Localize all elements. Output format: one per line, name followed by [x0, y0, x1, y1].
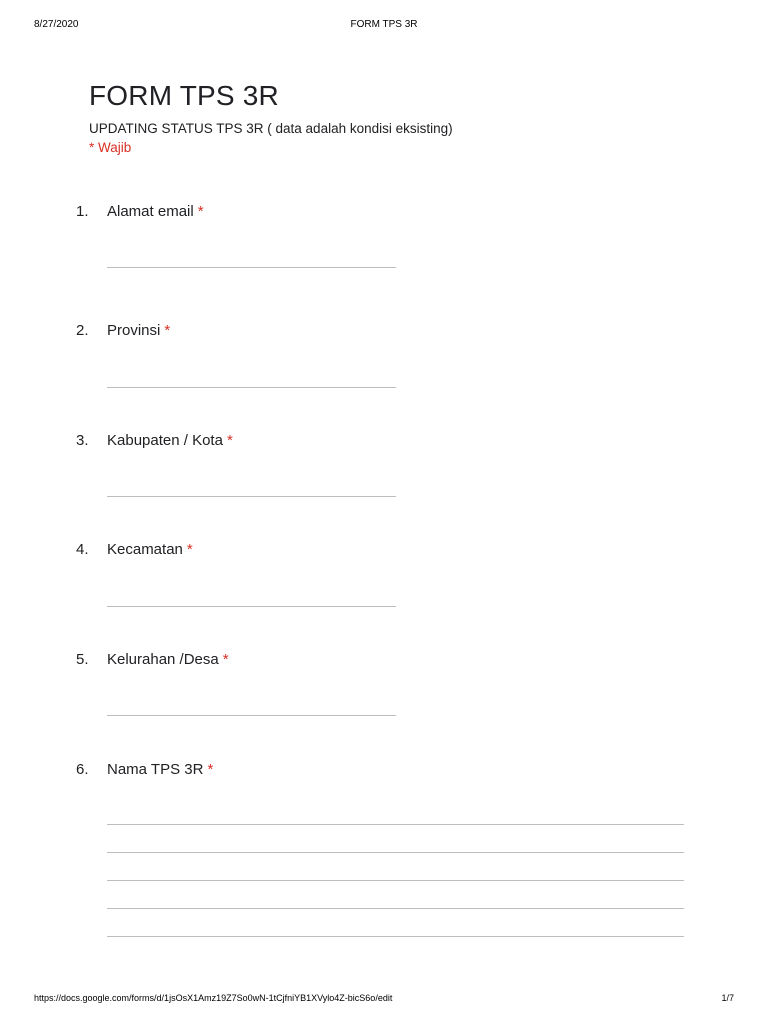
email-answer-field[interactable]	[107, 267, 396, 268]
required-asterisk: *	[222, 651, 229, 668]
print-date: 8/27/2020	[34, 19, 79, 30]
question-number: 2.	[76, 322, 89, 339]
question-label-text: Provinsi	[107, 322, 161, 339]
print-header	[0, 19, 768, 31]
question-number: 6.	[76, 761, 89, 778]
question-number: 4.	[76, 541, 89, 558]
question-label	[107, 541, 193, 558]
kabupaten-kota-answer-field[interactable]	[107, 496, 396, 497]
provinsi-answer-field[interactable]	[107, 387, 396, 388]
answer-line	[107, 824, 684, 825]
answer-line	[107, 936, 684, 937]
kelurahan-desa-answer-field[interactable]	[107, 715, 396, 716]
print-title: FORM TPS 3R	[350, 19, 418, 30]
question-label	[107, 761, 213, 778]
question-label	[107, 432, 233, 449]
form-title: FORM TPS 3R	[89, 80, 279, 111]
required-asterisk: *	[207, 761, 214, 778]
question-label-text: Alamat email	[107, 203, 194, 220]
question-number: 1.	[76, 203, 89, 220]
question-label-text: Nama TPS 3R	[107, 761, 204, 778]
question-label	[107, 203, 204, 220]
required-asterisk: *	[186, 541, 193, 558]
question-label	[107, 651, 229, 668]
answer-line	[107, 880, 684, 881]
question-number: 5.	[76, 651, 89, 668]
answer-line	[107, 852, 684, 853]
question-label-text: Kelurahan /Desa	[107, 651, 219, 668]
print-url: https://docs.google.com/forms/d/1jsOsX1Amz19Z7So0wN-1tCjfniYB1XVylo4Z-bicS6o/edit	[34, 993, 393, 1003]
answer-line	[107, 908, 684, 909]
required-note: * Wajib	[89, 140, 132, 155]
page-number: 1/7	[721, 993, 734, 1003]
required-asterisk: *	[226, 432, 233, 449]
question-label	[107, 322, 170, 339]
question-label-text: Kecamatan	[107, 541, 183, 558]
required-asterisk: *	[164, 322, 171, 339]
required-asterisk: *	[197, 203, 204, 220]
kecamatan-answer-field[interactable]	[107, 606, 396, 607]
question-number: 3.	[76, 432, 89, 449]
form-description: UPDATING STATUS TPS 3R ( data adalah kondisi eksisting)	[89, 121, 453, 136]
question-label-text: Kabupaten / Kota	[107, 432, 223, 449]
print-footer	[0, 993, 768, 1005]
